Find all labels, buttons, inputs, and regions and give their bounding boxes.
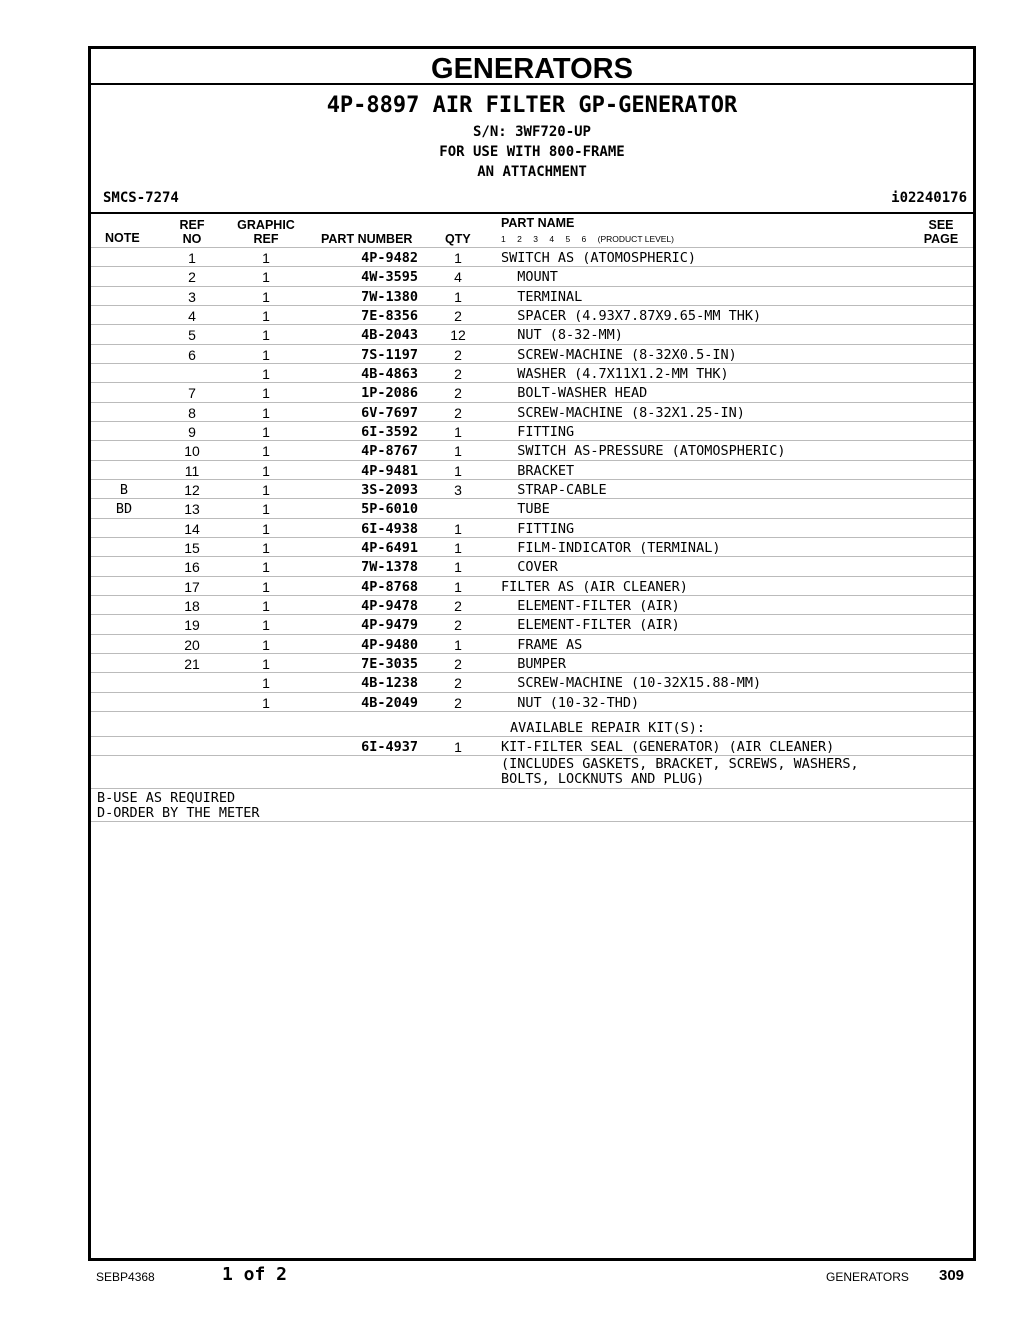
row-ref-no: 10 [184,443,200,460]
note-d: D-ORDER BY THE METER [97,805,260,822]
footer-page-number: 309 [939,1267,965,1284]
row-qty: 1 [454,559,462,576]
row-part-number: 7E-8356 [361,307,418,324]
product-levels [501,234,683,244]
row-part-name: STRAP-CABLE [501,481,607,498]
header-ref-no-line2: NO [182,232,202,246]
row-ref-no: 11 [184,462,200,479]
row-part-number: 4P-8767 [361,443,418,460]
table-row [91,518,973,537]
row-qty: 1 [454,423,462,440]
row-qty: 1 [454,288,462,305]
table-row [91,324,973,343]
row-qty: 2 [454,694,462,711]
header-part-number: PART NUMBER [321,232,413,246]
table-row [91,556,973,575]
row-graphic-ref: 1 [262,327,270,344]
parts-table [91,247,973,822]
row-ref-no: 7 [188,385,196,402]
row-graphic-ref: 1 [262,597,270,614]
table-row [91,537,973,556]
table-row [91,363,973,382]
row-part-number: 4P-9481 [361,462,418,479]
row-part-name: WASHER (4.7X11X1.2-MM THK) [501,365,729,382]
row-part-name: SCREW-MACHINE (8-32X1.25-IN) [501,404,745,421]
table-row [91,498,973,517]
row-part-number: 4P-9478 [361,597,418,614]
product-level-6: 6 [581,234,587,244]
row-part-name: FRAME AS [501,636,583,653]
row-part-name: NUT (8-32-MM) [501,327,623,344]
row-qty: 4 [454,269,462,286]
table-row [91,595,973,614]
kit-includes-row [91,755,973,788]
row-qty: 2 [454,675,462,692]
row-part-number: 4P-6491 [361,539,418,556]
row-qty: 2 [454,385,462,402]
table-row [91,305,973,324]
kit-includes [501,757,859,787]
row-graphic-ref: 1 [262,520,270,537]
row-ref-no: 8 [188,404,196,421]
row-graphic-ref: 1 [262,501,270,518]
row-ref-no: 4 [188,307,196,324]
row-ref-no: 18 [184,597,200,614]
row-part-number: 4W-3595 [361,269,418,286]
use-with: FOR USE WITH 800-FRAME [439,144,625,160]
row-ref-no: 13 [184,501,200,518]
row-graphic-ref: 1 [262,385,270,402]
row-part-name: BUMPER [501,655,567,672]
row-graphic-ref: 1 [262,559,270,576]
row-part-name: NUT (10-32-THD) [501,694,640,711]
row-qty: 2 [454,655,462,672]
product-level-4: 4 [549,234,555,244]
illustration-id: i02240176 [891,190,967,206]
row-part-name: FITTING [501,520,575,537]
row-graphic-ref: 1 [262,578,270,595]
table-row [91,634,973,653]
row-qty: 2 [454,346,462,363]
kit-part-name: KIT-FILTER SEAL (GENERATOR) (AIR CLEANER) [501,738,835,755]
row-part-name: FITTING [501,423,575,440]
table-row [91,460,973,479]
row-qty: 2 [454,597,462,614]
table-row [91,247,973,266]
row-qty: 2 [454,365,462,382]
row-part-number: 7E-3035 [361,655,418,672]
row-part-number: 5P-6010 [361,501,418,518]
row-graphic-ref: 1 [262,617,270,634]
row-ref-no: 5 [188,327,196,344]
row-note: B [119,481,129,498]
header-ref-no-line1: REF [179,218,205,232]
row-graphic-ref: 1 [262,365,270,382]
table-row [91,344,973,363]
row-qty: 2 [454,617,462,634]
header-part-name: PART NAME [501,216,575,230]
product-level-3: 3 [533,234,538,244]
row-part-name: BOLT-WASHER HEAD [501,385,648,402]
kit-part-number: 6I-4937 [361,738,418,755]
table-row [91,614,973,633]
row-qty: 12 [450,327,466,344]
row-part-number: 4P-9479 [361,617,418,634]
row-part-number: 7W-1378 [361,559,418,576]
row-ref-no: 17 [184,578,200,595]
row-qty: 1 [454,443,462,460]
header-see-page-line2: PAGE [923,232,959,246]
row-graphic-ref: 1 [262,462,270,479]
row-part-number: 1P-2086 [361,385,418,402]
row-part-name: TERMINAL [501,288,583,305]
table-row [91,440,973,459]
header-ref-no [177,218,207,246]
header-qty: QTY [445,232,471,246]
row-qty: 3 [454,481,462,498]
table-row [91,286,973,305]
table-row [91,672,973,691]
row-part-name: BRACKET [501,462,575,479]
product-level-5: 5 [565,234,571,244]
table-row [91,576,973,595]
row-part-number: 4B-4863 [361,365,418,382]
row-part-number: 4P-9480 [361,636,418,653]
row-ref-no: 14 [184,520,200,537]
group-title: 4P-8897 AIR FILTER GP-GENERATOR [326,93,738,118]
row-graphic-ref: 1 [262,250,270,266]
header-graphic-ref-line1: GRAPHIC [237,218,295,232]
kit-header-row [91,711,973,736]
row-part-number: 4P-8768 [361,578,418,595]
row-ref-no: 20 [184,636,200,653]
row-part-number: 4P-9482 [361,250,418,266]
row-part-name: ELEMENT-FILTER (AIR) [501,597,680,614]
row-qty: 2 [454,307,462,324]
table-row [91,692,973,711]
row-part-name: SWITCH AS-PRESSURE (ATOMOSPHERIC) [501,443,786,460]
row-ref-no: 9 [188,423,196,440]
footer-page-of: 1 of 2 [222,1264,288,1285]
header-note: NOTE [105,231,140,245]
row-graphic-ref: 1 [262,269,270,286]
table-row [91,479,973,498]
row-part-number: 4B-1238 [361,675,418,692]
product-level-label: (PRODUCT LEVEL) [597,234,675,244]
row-graphic-ref: 1 [262,288,270,305]
row-part-number: 6V-7697 [361,404,418,421]
row-note: BD [115,501,133,518]
row-part-number: 7W-1380 [361,288,418,305]
row-graphic-ref: 1 [262,655,270,672]
header-see-page-line1: SEE [928,218,954,232]
row-qty: 1 [454,578,462,595]
row-part-name: ELEMENT-FILTER (AIR) [501,617,680,634]
row-ref-no: 3 [188,288,196,305]
table-row [91,382,973,401]
row-ref-no: 12 [184,481,200,498]
footer-doc-id: SEBP4368 [96,1270,155,1284]
table-row [91,653,973,672]
row-ref-no: 21 [184,655,200,672]
row-ref-no: 1 [188,250,196,266]
row-graphic-ref: 1 [262,443,270,460]
row-graphic-ref: 1 [262,539,270,556]
serial-number: S/N: 3WF720-UP [472,124,591,140]
row-qty: 2 [454,404,462,421]
header-divider [91,212,973,214]
table-row [91,266,973,285]
row-part-name: SCREW-MACHINE (10-32X15.88-MM) [501,675,762,692]
kit-qty: 1 [454,738,462,755]
product-level-1: 1 [501,234,506,244]
note-b: B-USE AS REQUIRED [97,790,236,807]
page-frame [88,46,976,1261]
row-graphic-ref: 1 [262,675,270,692]
product-level-2: 2 [517,234,522,244]
table-row [91,421,973,440]
row-graphic-ref: 1 [262,481,270,498]
row-part-number: 6I-4938 [361,520,418,537]
row-graphic-ref: 1 [262,346,270,363]
row-part-name: COVER [501,559,558,576]
row-part-name: FILTER AS (AIR CLEANER) [501,578,688,595]
row-qty: 1 [454,462,462,479]
attachment-type: AN ATTACHMENT [477,164,587,180]
kit-row [91,736,973,755]
header-graphic-ref-line2: REF [253,232,279,246]
row-graphic-ref: 1 [262,404,270,421]
row-qty: 1 [454,250,462,266]
section-title: GENERATORS [91,49,973,85]
smcs-code: SMCS-7274 [103,190,179,206]
row-part-number: 3S-2093 [361,481,418,498]
row-ref-no: 2 [188,269,196,286]
row-part-name: SWITCH AS (ATOMOSPHERIC) [501,250,697,266]
row-graphic-ref: 1 [262,307,270,324]
kit-includes-line2: BOLTS, LOCKNUTS AND PLUG) [501,771,705,788]
row-part-number: 6I-3592 [361,423,418,440]
row-graphic-ref: 1 [262,694,270,711]
row-part-number: 7S-1197 [361,346,418,363]
row-qty: 1 [454,520,462,537]
row-graphic-ref: 1 [262,636,270,653]
row-part-name: SPACER (4.93X7.87X9.65-MM THK) [501,307,762,324]
row-part-name: TUBE [501,501,550,518]
row-part-name: SCREW-MACHINE (8-32X0.5-IN) [501,346,737,363]
row-graphic-ref: 1 [262,423,270,440]
row-ref-no: 19 [184,617,200,634]
row-ref-no: 6 [188,346,196,363]
row-ref-no: 16 [184,559,200,576]
kit-includes-line1: (INCLUDES GASKETS, BRACKET, SCREWS, WASHERS, [501,756,859,773]
footer-section: GENERATORS [826,1270,909,1284]
row-qty: 1 [454,636,462,653]
parts-rows [91,247,973,711]
header-graphic-ref [231,218,301,246]
row-ref-no: 15 [184,539,200,556]
row-part-number: 4B-2043 [361,327,418,344]
table-row [91,402,973,421]
header-see-page [921,218,961,246]
row-part-number: 4B-2049 [361,694,418,711]
row-part-name: FILM-INDICATOR (TERMINAL) [501,539,721,556]
kit-header: AVAILABLE REPAIR KIT(S): [510,719,706,736]
row-part-name: MOUNT [501,269,558,286]
row-qty: 1 [454,539,462,556]
notes-row [91,788,973,822]
